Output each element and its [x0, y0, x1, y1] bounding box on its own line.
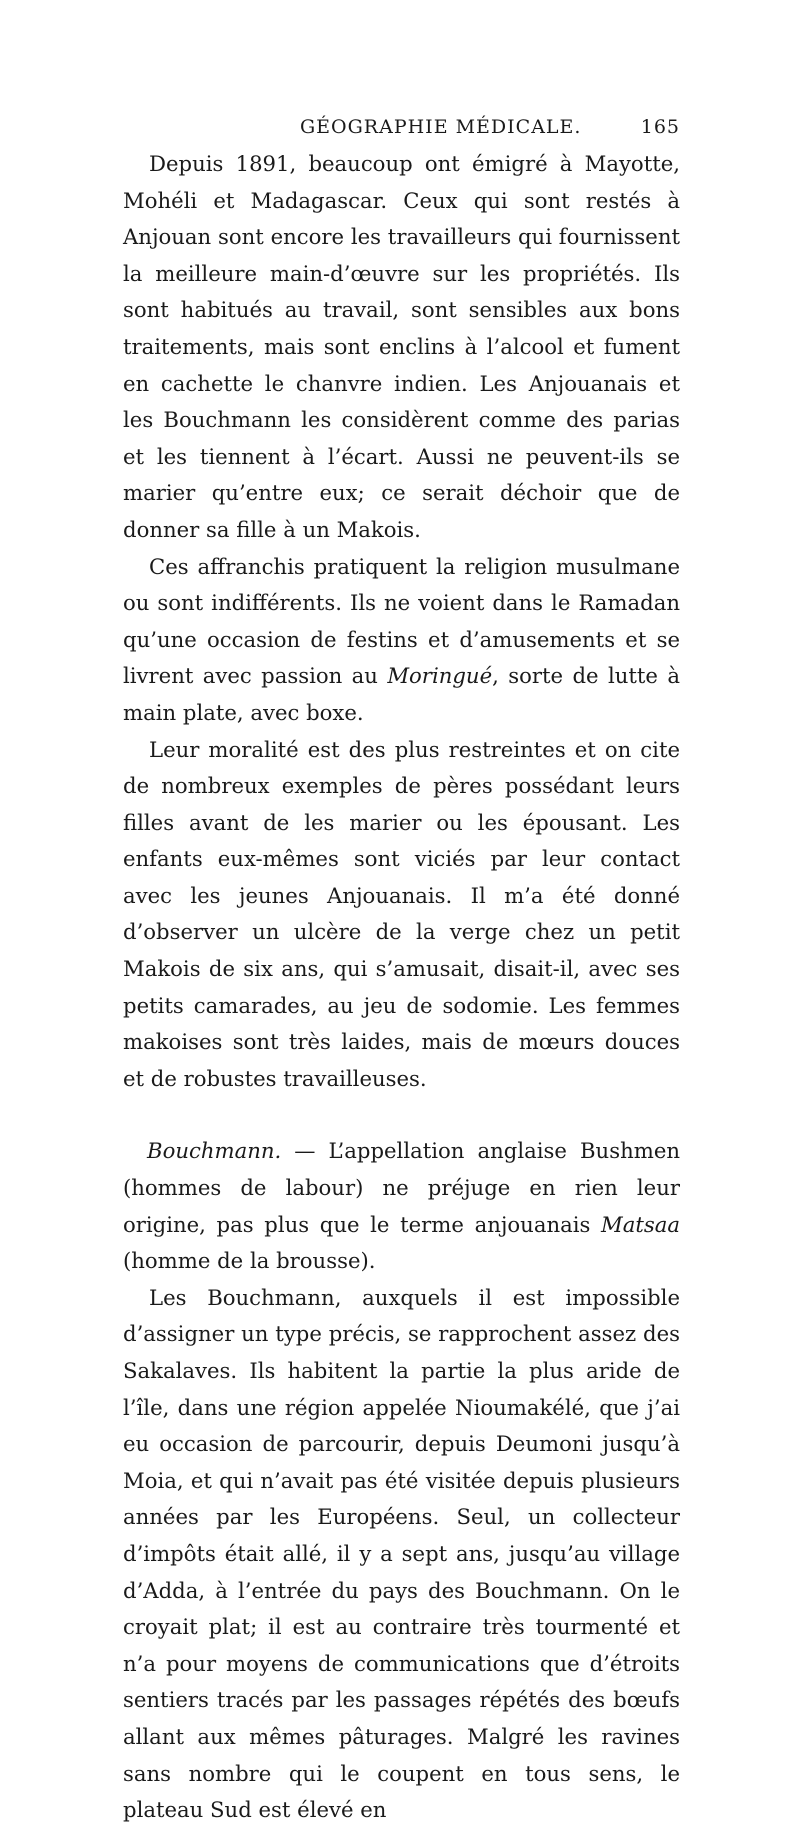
paragraph-religion	[123, 549, 680, 732]
section-heading-bouchmann: Bouchmann.	[147, 1138, 282, 1164]
paragraph-religion-text: Ces affranchis pratiquent la religion musulmane ou sont indifférents. Ils ne voient dans le Ramadan qu’une occasion de festins et d’amusements et se livrent avec passion au	[123, 553, 680, 689]
running-head	[148, 116, 680, 146]
term-matsaa: Matsaa	[601, 1211, 680, 1237]
paragraph-bouchmann-description: Les Bouchmann, auxquels il est impossible d’assigner un type précis, se rapprochent assez des Sakalaves. Ils habitent la partie la plus aride de l’île, dans une région appelée Nioumakélé, que j’ai eu occasion de parcourir, depuis Deumoni jusqu’à Moia, et qui n’avait pas été visitée depuis plusieurs années par les Européens. Seul, un collecteur d’impôts était allé, il y a sept ans, jusqu’au village d’Adda, à l’entrée du pays des Bouchmann. On le croyait plat; il est au contraire très tourmenté et n’a pour moyens de communications que d’étroits sentiers tracés par les passages répétés des bœufs allant aux mêmes pâturages. Malgré les ravines sans nombre qui le coupent en tous sens, le plateau Sud est élevé en	[123, 1284, 680, 1823]
paragraph-bouchmann-heading	[123, 1133, 680, 1279]
paragraph-bouchmann-end: (homme de la brousse).	[123, 1248, 376, 1274]
paragraph-bouchmann-text: — L’appellation anglaise Bushmen (hommes de labour) ne préjuge en rien leur origine, pas plus que le terme anjouanais	[123, 1138, 680, 1237]
page-number: 165	[640, 116, 680, 138]
body-text	[123, 146, 680, 1829]
paragraph-emigration: Depuis 1891, beaucoup ont émigré à Mayotte, Mohéli et Madagascar. Ceux qui sont restés à Anjouan sont encore les travailleurs qui fournissent la meilleure main-d’œuvre sur les propriétés. Ils sont habitués au travail, sont sensibles aux bons traitements, mais sont enclins à l’alcool et fument en cachette le chanvre indien. Les Anjouanais et les Bouchmann les considèrent comme des parias et les tiennent à l’écart. Aussi ne peuvent-ils se marier qu’entre eux; ce serait déchoir que de donner sa fille à un Makois.	[123, 151, 680, 542]
term-moringue: Moringué	[387, 663, 493, 689]
paragraph-religion-end: , sorte de lutte à main plate, avec boxe.	[123, 663, 680, 725]
paragraph-morality: Leur moralité est des plus restreintes et on cite de nombreux exemples de pères possédant leurs filles avant de les marier ou les épousant. Les enfants eux-mêmes sont viciés par leur contact avec les jeunes Anjouanais. Il m’a été donné d’observer un ulcère de la verge chez un petit Makois de six ans, qui s’amusait, disait-il, avec ses petits camarades, au jeu de sodomie. Les femmes makoises sont très laides, mais de mœurs douces et de robustes travailleuses.	[123, 736, 680, 1091]
running-head-title: GÉOGRAPHIE MÉDICALE.	[300, 116, 582, 138]
